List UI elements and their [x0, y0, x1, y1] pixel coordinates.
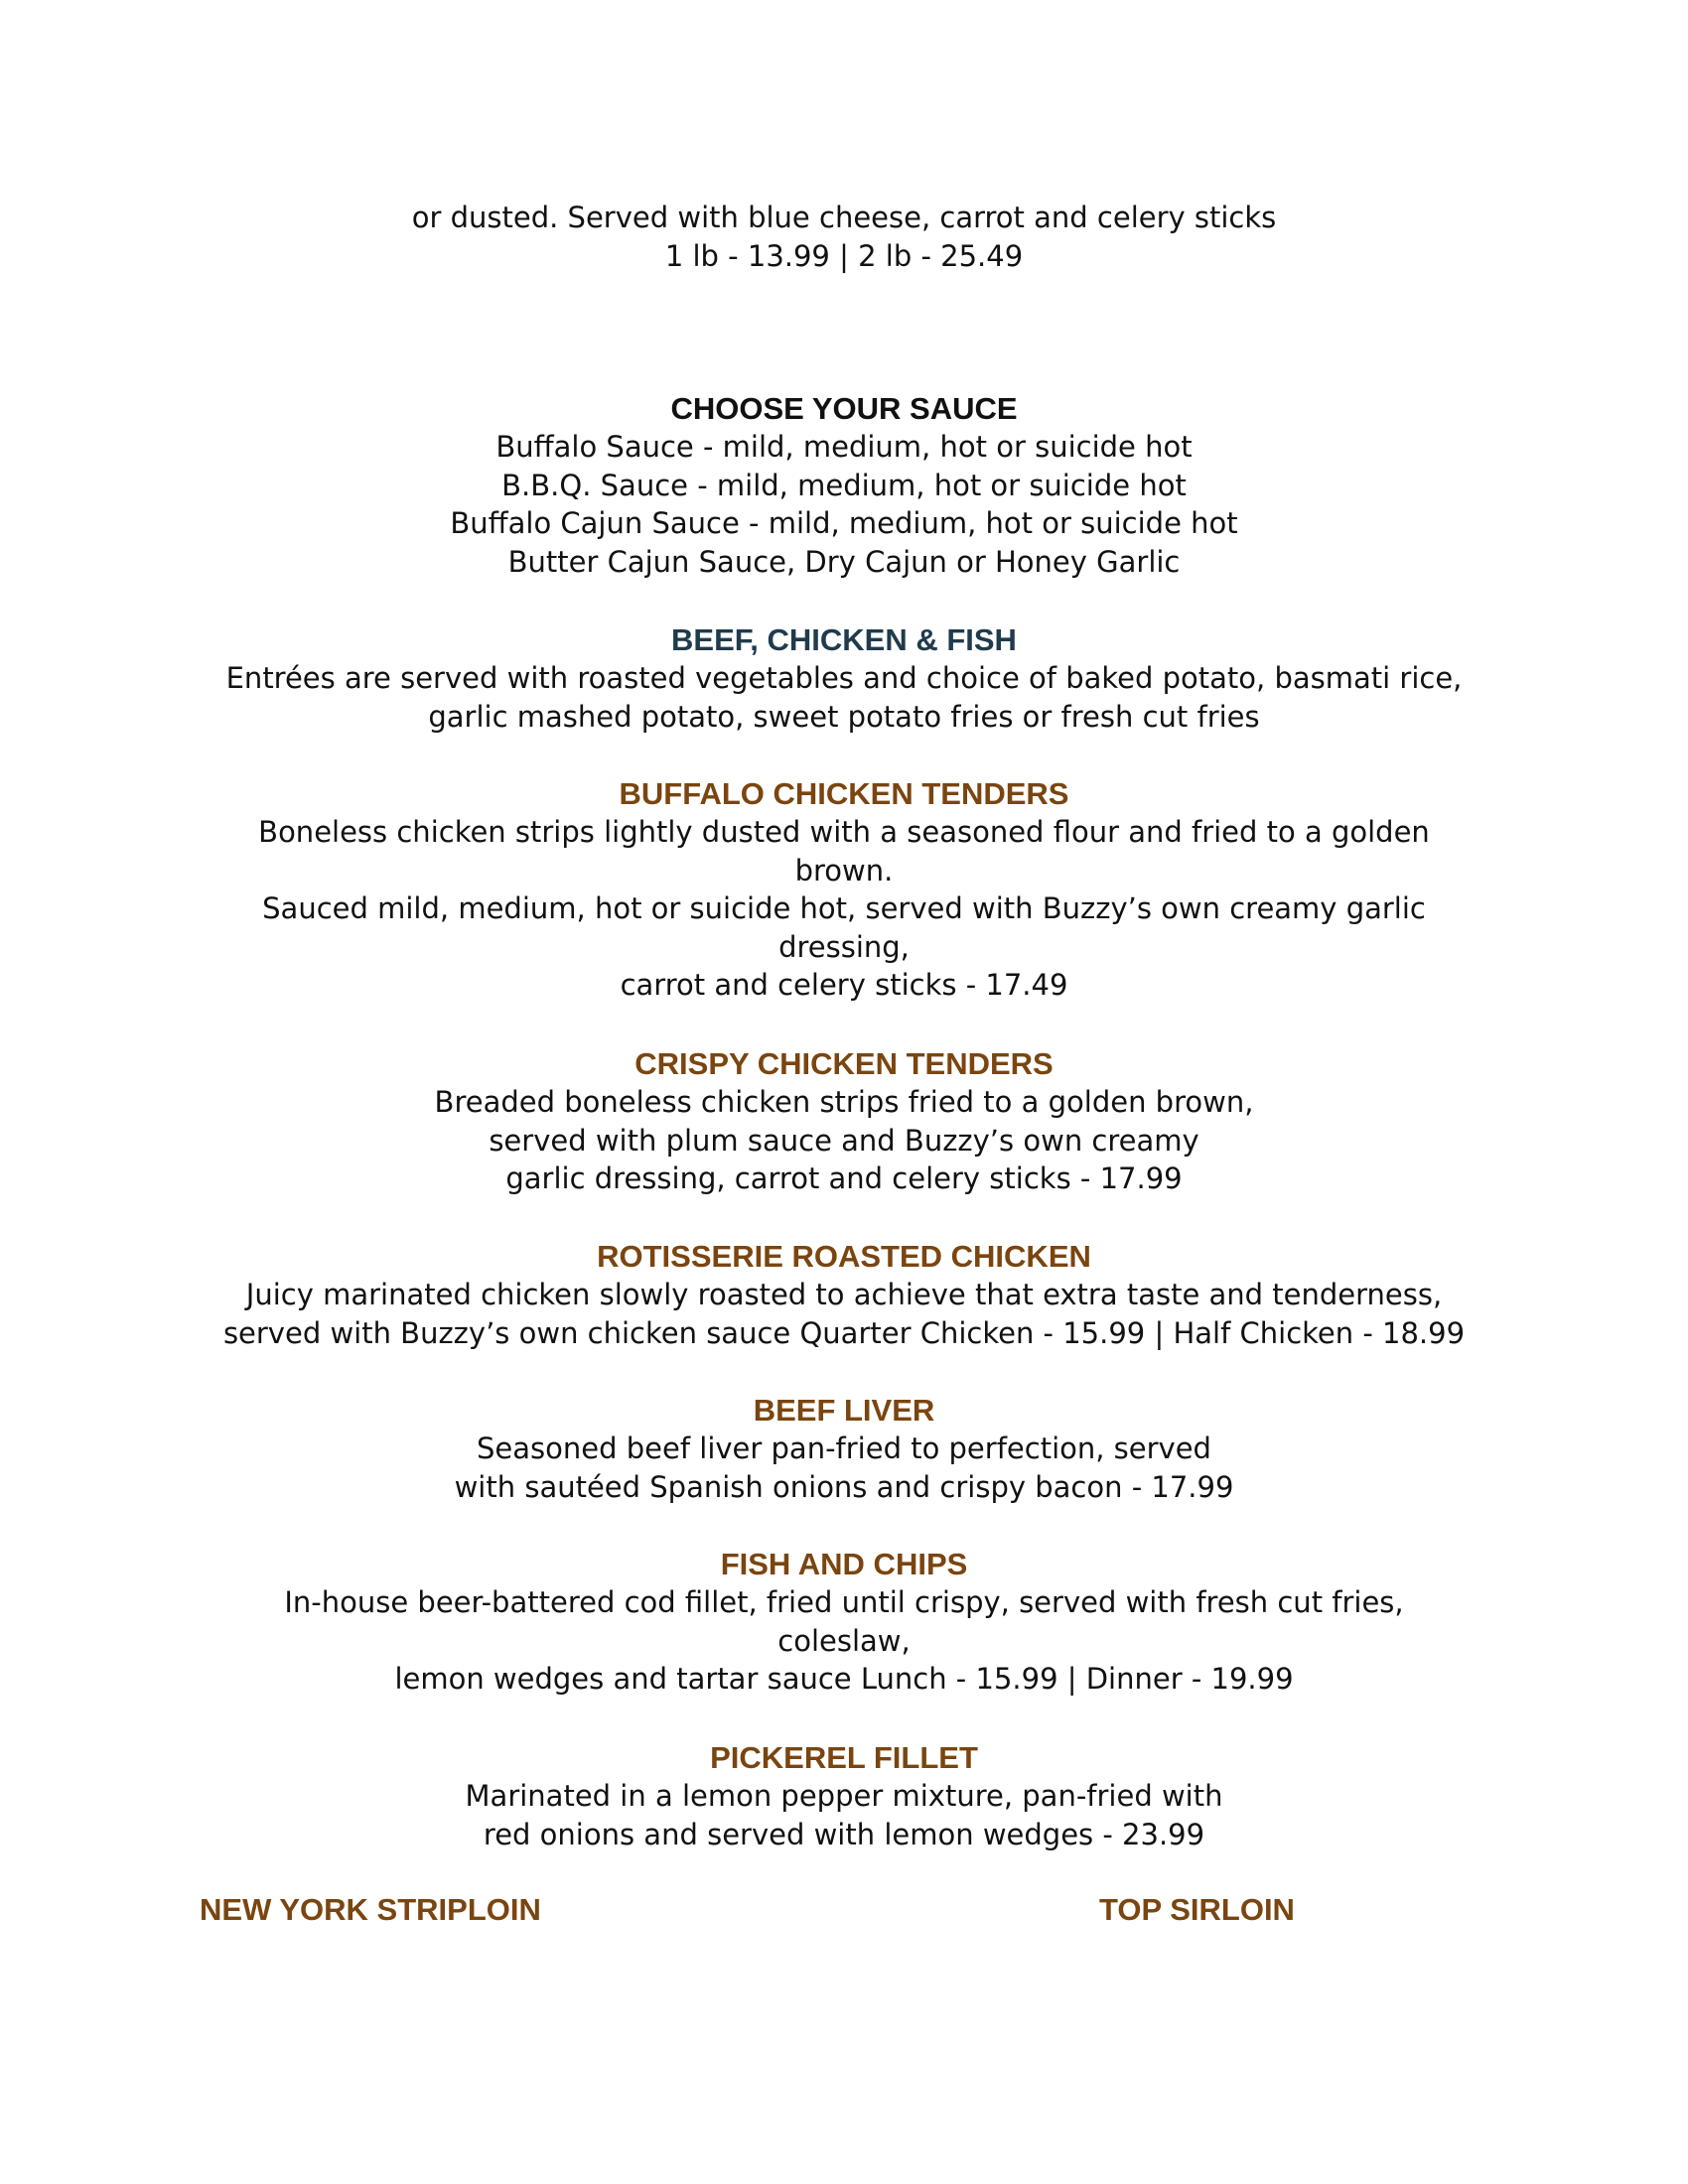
menu-item-title: PICKEREL FILLET [710, 1740, 978, 1775]
section-description-line: garlic mashed potato, sweet potato fries or fresh cut fries [428, 699, 1260, 734]
menu-item-description-line: coleslaw, [777, 1623, 911, 1658]
menu-item-price-line: carrot and celery sticks - 17.49 [620, 968, 1068, 1002]
menu-item-title-new-york-striploin: NEW YORK STRIPLOIN [200, 1892, 541, 1927]
sauce-option: Butter Cajun Sauce, Dry Cajun or Honey Garlic [507, 544, 1181, 579]
menu-item-title: BEEF LIVER [753, 1393, 935, 1428]
menu-item-price-line: with sautéed Spanish onions and crispy bacon - 17.99 [454, 1469, 1234, 1504]
menu-item-pickerel-fillet [149, 1739, 1539, 1853]
section-description-line: Entrées are served with roasted vegetables and choice of baked potato, basmati rice, [225, 661, 1463, 695]
menu-item-fish-and-chips [149, 1546, 1539, 1699]
wings-description-continued [149, 199, 1539, 275]
menu-item-buffalo-chicken-tenders [149, 775, 1539, 1005]
menu-item-title: FISH AND CHIPS [720, 1547, 968, 1581]
menu-item-description-line: Boneless chicken strips lightly dusted with a seasoned flour and fried to a golden [258, 815, 1430, 849]
menu-item-price-line: served with Buzzy’s own chicken sauce Quarter Chicken - 15.99 | Half Chicken - 18.99 [222, 1315, 1466, 1350]
menu-item-rotisserie-roasted-chicken [149, 1238, 1539, 1352]
menu-item-description-line: Seasoned beef liver pan-fried to perfection, served [477, 1432, 1211, 1465]
menu-item-description-line: In-house beer-battered cod fillet, fried until crispy, served with fresh cut fries, [284, 1585, 1404, 1619]
menu-item-description-line: brown. [794, 853, 894, 887]
beef-chicken-fish-section [149, 621, 1539, 736]
menu-item-price-line: lemon wedges and tartar sauce Lunch - 15.99 | Dinner - 19.99 [394, 1662, 1294, 1696]
menu-item-price-line: garlic dressing, carrot and celery sticks - 17.99 [505, 1161, 1183, 1195]
intro-line: or dusted. Served with blue cheese, carrot and celery sticks [411, 201, 1277, 234]
sauce-option: B.B.Q. Sauce - mild, medium, hot or suicide hot [501, 468, 1187, 502]
section-heading: BEEF, CHICKEN & FISH [671, 622, 1017, 657]
menu-item-description-line: Marinated in a lemon pepper mixture, pan-fried with [465, 1779, 1223, 1813]
wings-price-line: 1 lb - 13.99 | 2 lb - 25.49 [664, 238, 1024, 273]
menu-item-title: CRISPY CHICKEN TENDERS [634, 1046, 1054, 1081]
menu-item-title: ROTISSERIE ROASTED CHICKEN [597, 1239, 1091, 1274]
menu-item-description-line: Breaded boneless chicken strips fried to a golden brown, [434, 1085, 1254, 1119]
sauce-option: Buffalo Cajun Sauce - mild, medium, hot or suicide hot [450, 506, 1238, 540]
menu-item-description-line: served with plum sauce and Buzzy’s own creamy [489, 1123, 1199, 1158]
menu-item-price-line: red onions and served with lemon wedges - 23.99 [483, 1817, 1205, 1851]
sauce-heading: CHOOSE YOUR SAUCE [670, 391, 1018, 426]
menu-item-description-line: dressing, [778, 929, 910, 964]
menu-item-beef-liver [149, 1392, 1539, 1506]
menu-item-title-top-sirloin: TOP SIRLOIN [1099, 1892, 1295, 1927]
menu-item-description-line: Juicy marinated chicken slowly roasted to achieve that extra taste and tenderness, [245, 1278, 1443, 1311]
sauce-section [149, 390, 1539, 581]
sauce-option: Buffalo Sauce - mild, medium, hot or suicide hot [495, 430, 1193, 464]
menu-item-description-line: Sauced mild, medium, hot or suicide hot, served with Buzzy’s own creamy garlic [262, 891, 1426, 925]
menu-item-crispy-chicken-tenders [149, 1045, 1539, 1198]
menu-item-title: BUFFALO CHICKEN TENDERS [619, 776, 1069, 811]
